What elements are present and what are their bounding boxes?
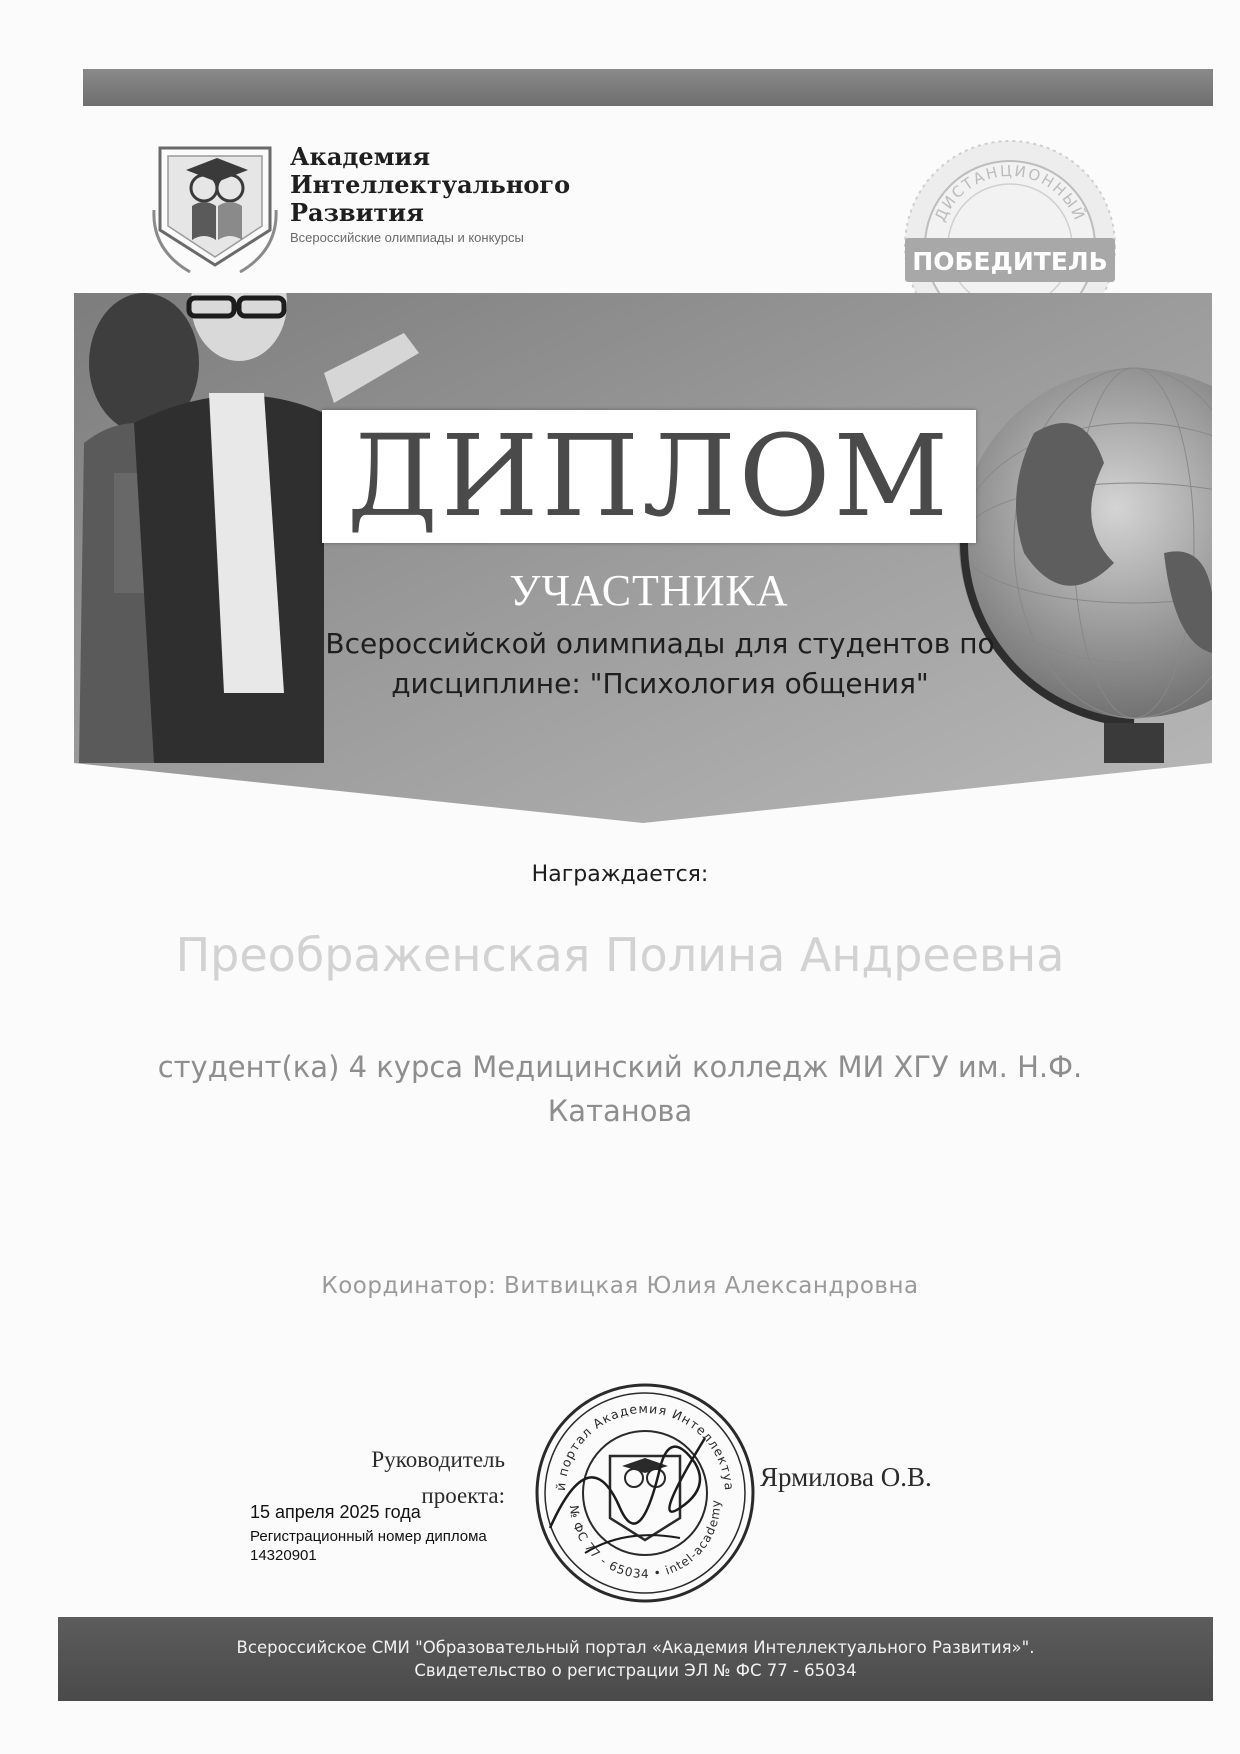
diploma-subtitle: УЧАСТНИКА [509, 566, 789, 615]
diploma-banner [74, 293, 1212, 823]
registration-number: 14320901 [250, 1547, 317, 1564]
project-head-line-2: проекта: [421, 1483, 505, 1508]
org-name-line-3: Развития [290, 198, 424, 227]
olympiad-line-2: дисциплине: "Психология общения" [391, 667, 929, 700]
svg-text:Образовательный портал Академи [530, 1378, 737, 1492]
top-bar [83, 69, 1213, 106]
footer-media-line: Всероссийское СМИ "Образовательный портал «Академия Интеллектуального Развития»". [236, 1638, 1035, 1657]
diploma-title-box [322, 410, 976, 543]
badge-arc-text: ДИСТАНЦИОННЫЙ [931, 161, 1089, 225]
academy-logo-icon [150, 140, 280, 280]
footer-bar [58, 1617, 1213, 1701]
academy-name [290, 143, 570, 245]
olympiad-description [245, 624, 1075, 704]
org-name-line-1: Академия [290, 142, 431, 171]
olympiad-line-1: Всероссийской олимпиады для студентов по [325, 627, 995, 660]
recipient-info-line-1: студент(ка) 4 курса Медицинский колледж МИ ХГУ им. Н.Ф. [157, 1050, 1083, 1084]
issue-date: 15 апреля 2025 года [250, 1502, 421, 1522]
seal-ring-text: й портал Академия Интеллектуа [552, 1400, 738, 1492]
seal-bottom-text: № ФС 77 - 65034 • intel-academy [566, 1500, 724, 1582]
official-seal [530, 1378, 760, 1608]
footer-registration-line: Свидетельство о регистрации ЭЛ № ФС 77 - 65034 [414, 1661, 857, 1680]
recipient-info-line-2: Катанова [547, 1094, 693, 1128]
recipient-info [150, 1045, 1090, 1133]
project-head-name: Ярмилова О.В. [760, 1462, 932, 1492]
coordinator: Координатор: Витвицкая Юлия Александровна [321, 1273, 919, 1299]
org-tagline: Всероссийские олимпиады и конкурсы [290, 230, 524, 245]
diploma-title: ДИПЛОМ [346, 411, 952, 542]
awarded-label: Награждается: [531, 862, 709, 887]
registration-label: Регистрационный номер диплома [250, 1528, 487, 1545]
badge-ribbon-text: ПОБЕДИТЕЛЬ [912, 247, 1108, 276]
org-name-line-2: Интеллектуального [290, 170, 571, 199]
recipient-name: Преображенская Полина Андреевна [175, 928, 1065, 982]
banner-background [74, 293, 1212, 823]
project-head-line-1: Руководитель [371, 1447, 505, 1472]
